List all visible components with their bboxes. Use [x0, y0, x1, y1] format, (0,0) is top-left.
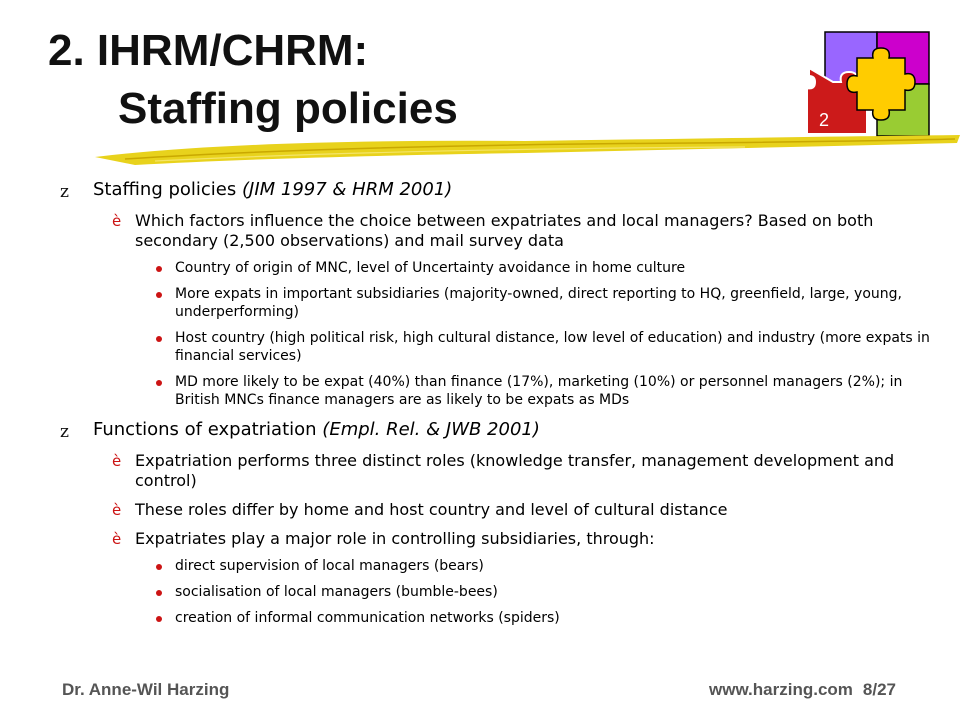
section1-heading: Staffing policies — [93, 179, 242, 200]
arrow-bullet-icon: è — [112, 530, 122, 548]
dot-bullet-icon — [156, 336, 162, 342]
title-line-1: 2. IHRM/CHRM: — [48, 26, 369, 75]
dot-bullet-icon — [156, 564, 162, 570]
dot-bullet-icon — [156, 266, 162, 272]
puzzle-logo-icon — [805, 30, 933, 145]
dot-bullet-icon — [156, 616, 162, 622]
section2-subpoint — [60, 500, 940, 520]
section2-heading: Functions of expatriation — [93, 419, 323, 440]
subpoint-text: Expatriation performs three distinct roles (knowledge transfer, management development and control) — [135, 451, 895, 490]
list-item-text: More expats in important subsidiaries (majority-owned, direct reporting to HQ, greenfield, large, young, underperforming) — [175, 286, 902, 320]
footer-info — [709, 680, 896, 700]
list-item — [60, 259, 940, 277]
z-bullet-icon: z — [60, 422, 69, 442]
section1-subpoint — [60, 211, 940, 251]
section2-subpoint — [60, 451, 940, 491]
subpoint-text: Expatriates play a major role in controlling subsidiaries, through: — [135, 529, 655, 548]
title-underline-brush — [95, 133, 960, 169]
list-item — [60, 609, 940, 627]
section-functions-of-expatriation — [60, 418, 940, 442]
list-item — [60, 557, 940, 575]
section2-subpoint — [60, 529, 940, 549]
section1-sub-text: Which factors influence the choice between expatriates and local managers? Based on both secondary (2,500 observations) and mail survey data — [135, 211, 874, 250]
logo-number: 2 — [819, 110, 830, 130]
dot-bullet-icon — [156, 292, 162, 298]
dot-bullet-icon — [156, 590, 162, 596]
footer-author: Dr. Anne-Wil Harzing — [62, 680, 230, 699]
arrow-bullet-icon: è — [112, 452, 122, 470]
arrow-bullet-icon: è — [112, 501, 122, 519]
list-item-text: direct supervision of local managers (bears) — [175, 558, 484, 574]
dot-bullet-icon — [156, 380, 162, 386]
title-line-2: Staffing policies — [118, 84, 458, 133]
page-number: 8/27 — [862, 680, 896, 699]
section2-citation: (Empl. Rel. & JWB 2001) — [322, 419, 540, 440]
arrow-bullet-icon: è — [112, 212, 122, 230]
z-bullet-icon: z — [60, 182, 69, 202]
list-item-text: socialisation of local managers (bumble-bees) — [175, 584, 498, 600]
list-item — [60, 583, 940, 601]
footer-website: www.harzing.com — [709, 680, 853, 699]
slide-title — [48, 22, 458, 138]
list-item-text: Country of origin of MNC, level of Uncertainty avoidance in home culture — [175, 260, 686, 276]
slide-body — [60, 178, 940, 627]
list-item — [60, 285, 940, 321]
list-item — [60, 329, 940, 365]
list-item-text: Host country (high political risk, high cultural distance, low level of education) and industry (more expats in financial services) — [175, 330, 930, 364]
section-staffing-policies — [60, 178, 940, 202]
list-item — [60, 373, 940, 409]
list-item-text: creation of informal communication networks (spiders) — [175, 610, 560, 626]
list-item-text: MD more likely to be expat (40%) than finance (17%), marketing (10%) or personnel managers (2%); in British MNCs finance managers are as likely to be expats as MDs — [175, 374, 903, 408]
subpoint-text: These roles differ by home and host country and level of cultural distance — [135, 500, 728, 519]
section1-citation: (JIM 1997 & HRM 2001) — [241, 179, 453, 200]
